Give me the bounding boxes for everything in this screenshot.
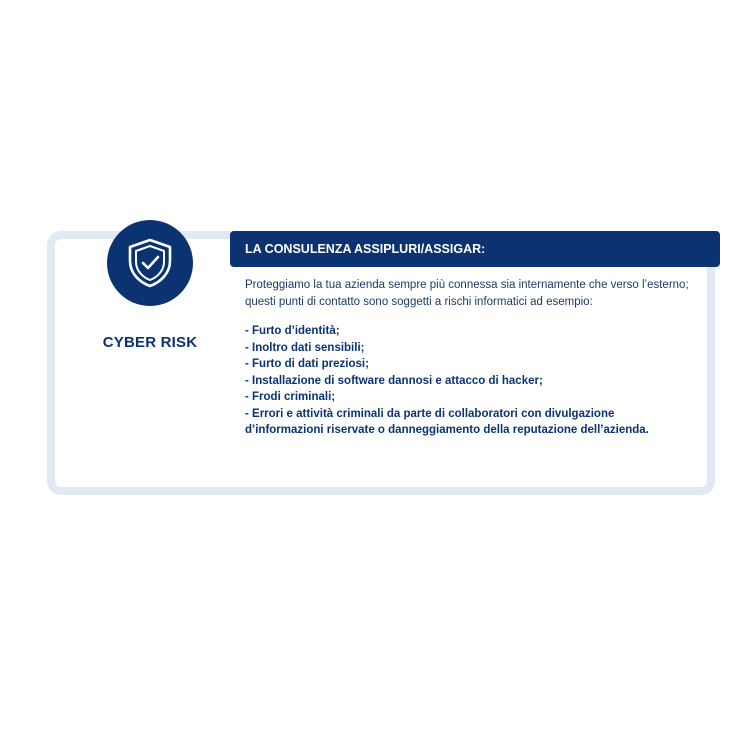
list-item: - Inoltro dati sensibili; — [245, 341, 365, 354]
risk-list — [245, 323, 695, 439]
list-item: - Installazione di software dannosi e attacco di hacker; — [245, 374, 543, 387]
intro-text: Proteggiamo la tua azienda sempre più connessa sia internamente che verso l’esterno; questi punti di contatto sono soggetti a rischi informatici ad esempio: — [245, 279, 689, 308]
list-item: - Furto di dati preziosi; — [245, 358, 369, 370]
list-item: - Frodi criminali; — [245, 391, 336, 403]
product-name: CYBER RISK — [102, 334, 198, 351]
list-item: - Errori e attività criminali da parte di collaboratori con divulgazione d’informazioni riservate o danneggiamento della reputazione dell’azienda. — [245, 407, 649, 436]
icon-badge — [107, 220, 193, 306]
section-header: LA CONSULENZA ASSIPLURI/ASSIGAR: — [230, 231, 720, 267]
shield-check-icon — [127, 238, 173, 288]
list-item: - Furto d’identità; — [245, 325, 340, 337]
